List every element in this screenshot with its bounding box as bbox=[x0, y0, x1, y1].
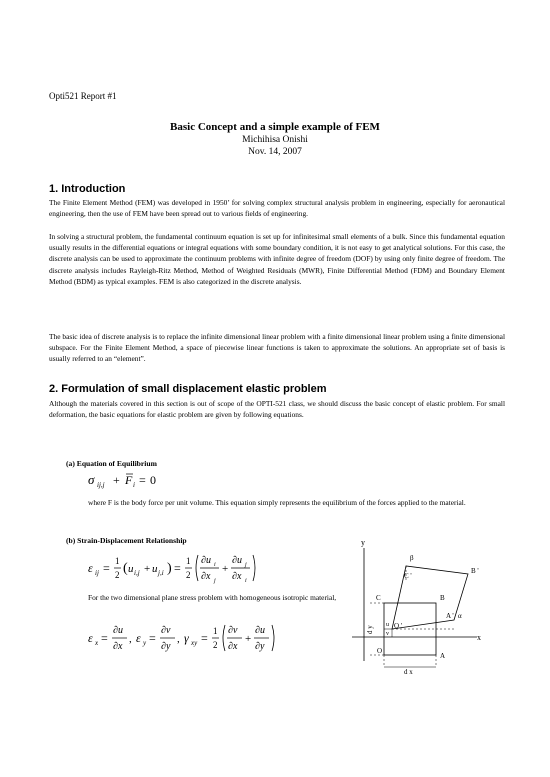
svg-text:1: 1 bbox=[115, 556, 120, 566]
svg-text:i: i bbox=[245, 578, 247, 584]
y-axis-label: y bbox=[361, 538, 365, 547]
svg-text:ε: ε bbox=[88, 561, 93, 575]
x-axis-label: x bbox=[477, 633, 481, 642]
alpha-label: α bbox=[458, 612, 462, 620]
dy-label: d y bbox=[366, 625, 374, 634]
svg-text:∂x: ∂x bbox=[113, 641, 123, 652]
subsection-b-text: For the two dimensional plane stress problem with homogeneous isotropic material, bbox=[88, 593, 337, 602]
svg-text:=: = bbox=[201, 631, 208, 645]
svg-text:j,i: j,i bbox=[158, 569, 164, 577]
section1-paragraph-2: In solving a structural problem, the fundamental continuum equation is set up for infinitesimal small elements of a bulk. Since this fundamental equation usually results in the differential equations or integral equations with some boundary condition, it is not easy to get analytical solutions. For this case, the discrete analysis can be used to approximate the continuum problems with infinite degree of freedom (DOF) by using only finite degree of freedom. The discrete analysis includes Rayleigh-Ritz Method, Method of Weighted Residuals (MWR), Finite Differential Method (FDM) and Boundary Element Method (BDM) as typical examples. FEM is also categorized in the discrete analysis. bbox=[49, 232, 505, 286]
subsection-a-text: where F is the body force per unit volume. This equation simply represents the equilibrium of the forces applied to the material. bbox=[88, 498, 466, 507]
svg-text:1: 1 bbox=[186, 556, 191, 566]
point-A-label: A bbox=[440, 652, 446, 660]
svg-text:2: 2 bbox=[186, 570, 191, 580]
svg-text:2: 2 bbox=[115, 570, 120, 580]
svg-text:x: x bbox=[95, 639, 99, 647]
svg-text:∂y: ∂y bbox=[255, 641, 265, 652]
svg-text:∂x: ∂x bbox=[201, 571, 211, 582]
svg-text:ε: ε bbox=[88, 631, 93, 645]
svg-text:1: 1 bbox=[213, 626, 218, 636]
svg-text:): ) bbox=[167, 561, 172, 576]
section1-heading: 1. Introduction bbox=[49, 183, 126, 195]
svg-text:xy: xy bbox=[191, 639, 198, 647]
point-O-prime-label: O ' bbox=[394, 622, 403, 630]
paper-title: Basic Concept and a simple example of FEM bbox=[170, 121, 380, 133]
strain-displacement-equation bbox=[86, 550, 306, 586]
svg-text:∂u: ∂u bbox=[113, 625, 123, 636]
svg-text:u: u bbox=[128, 563, 134, 575]
svg-text:j: j bbox=[245, 562, 247, 568]
svg-text:0: 0 bbox=[150, 473, 156, 487]
svg-text:=: = bbox=[139, 473, 146, 487]
point-B-label: B bbox=[440, 594, 445, 602]
svg-text:,: , bbox=[129, 633, 132, 645]
svg-text:∂v: ∂v bbox=[228, 625, 238, 636]
u-label: u bbox=[386, 622, 389, 628]
section1-paragraph-1: The Finite Element Method (FEM) was developed in 1950’ for solving complex structural analysis problem in engineering, especially for aeronautical engineering, then the use of FEM have been spread out to various fields of engineering. bbox=[49, 198, 505, 219]
svg-text:σ: σ bbox=[88, 472, 95, 487]
point-A-prime-label: A ' bbox=[446, 612, 454, 620]
svg-text:(: ( bbox=[123, 561, 128, 576]
deformation-figure bbox=[332, 536, 492, 676]
point-O-label: O bbox=[377, 647, 383, 655]
svg-text:∂u: ∂u bbox=[255, 625, 265, 636]
point-C-label: C bbox=[376, 594, 381, 602]
svg-text:=: = bbox=[103, 561, 110, 575]
svg-text:j: j bbox=[214, 578, 216, 584]
svg-text:u: u bbox=[152, 563, 158, 575]
svg-text:y: y bbox=[143, 639, 147, 647]
subsection-b-heading: (b) Strain-Displacement Relationship bbox=[66, 536, 187, 545]
svg-text:∂v: ∂v bbox=[161, 625, 171, 636]
report-id: Opti521 Report #1 bbox=[49, 91, 117, 101]
beta-label: β bbox=[410, 554, 414, 562]
section2-paragraph-1: Although the materials covered in this section is out of scope of the OPTI-521 class, we should discuss the basic concept of elastic problem. For small deformation, the basic equations for elastic problem are given by following equations. bbox=[49, 399, 505, 420]
svg-text:=: = bbox=[101, 631, 108, 645]
svg-text:=: = bbox=[149, 631, 156, 645]
dx-label: d x bbox=[404, 668, 413, 676]
svg-text:∂u: ∂u bbox=[232, 555, 242, 566]
section2-heading: 2. Formulation of small displacement elastic problem bbox=[49, 383, 327, 395]
svg-text:+: + bbox=[245, 633, 252, 645]
subsection-a-heading: (a) Equation of Equilibrium bbox=[66, 459, 157, 468]
svg-text:∂u: ∂u bbox=[201, 555, 211, 566]
section1-paragraph-3: The basic idea of discrete analysis is to replace the infinite dimensional linear problem with a finite dimensional linear problem using a finite dimensional subspace. For the Finite Element Method, a space of piecewise linear functions is taken to approximate the solutions. An appropriate set of basis is usually referred to an “element”. bbox=[49, 332, 505, 364]
equilibrium-equation bbox=[86, 470, 196, 492]
title-block bbox=[0, 120, 550, 158]
svg-text:F: F bbox=[125, 473, 133, 487]
svg-text:ij: ij bbox=[95, 569, 99, 577]
svg-text:+: + bbox=[144, 563, 151, 575]
svg-text:,: , bbox=[177, 633, 180, 645]
point-C-prime-label: C ' bbox=[404, 572, 412, 580]
svg-text:i: i bbox=[214, 562, 216, 568]
svg-text:ij,j: ij,j bbox=[97, 481, 105, 489]
date: Nov. 14, 2007 bbox=[248, 147, 302, 157]
point-B-prime-label: B ' bbox=[471, 567, 479, 575]
svg-text:+: + bbox=[222, 563, 229, 575]
svg-text:i,j: i,j bbox=[134, 569, 140, 577]
svg-text:ε: ε bbox=[136, 631, 141, 645]
author: Michihisa Onishi bbox=[242, 135, 308, 145]
svg-text:γ: γ bbox=[184, 631, 189, 645]
svg-text:=: = bbox=[174, 561, 181, 575]
svg-text:2: 2 bbox=[213, 640, 218, 650]
svg-text:∂y: ∂y bbox=[161, 641, 171, 652]
plane-strain-equations bbox=[86, 620, 326, 656]
svg-text:i: i bbox=[133, 481, 135, 489]
v-label: v bbox=[386, 631, 389, 637]
svg-text:∂x: ∂x bbox=[228, 641, 238, 652]
svg-text:+: + bbox=[113, 473, 120, 487]
svg-text:∂x: ∂x bbox=[232, 571, 242, 582]
